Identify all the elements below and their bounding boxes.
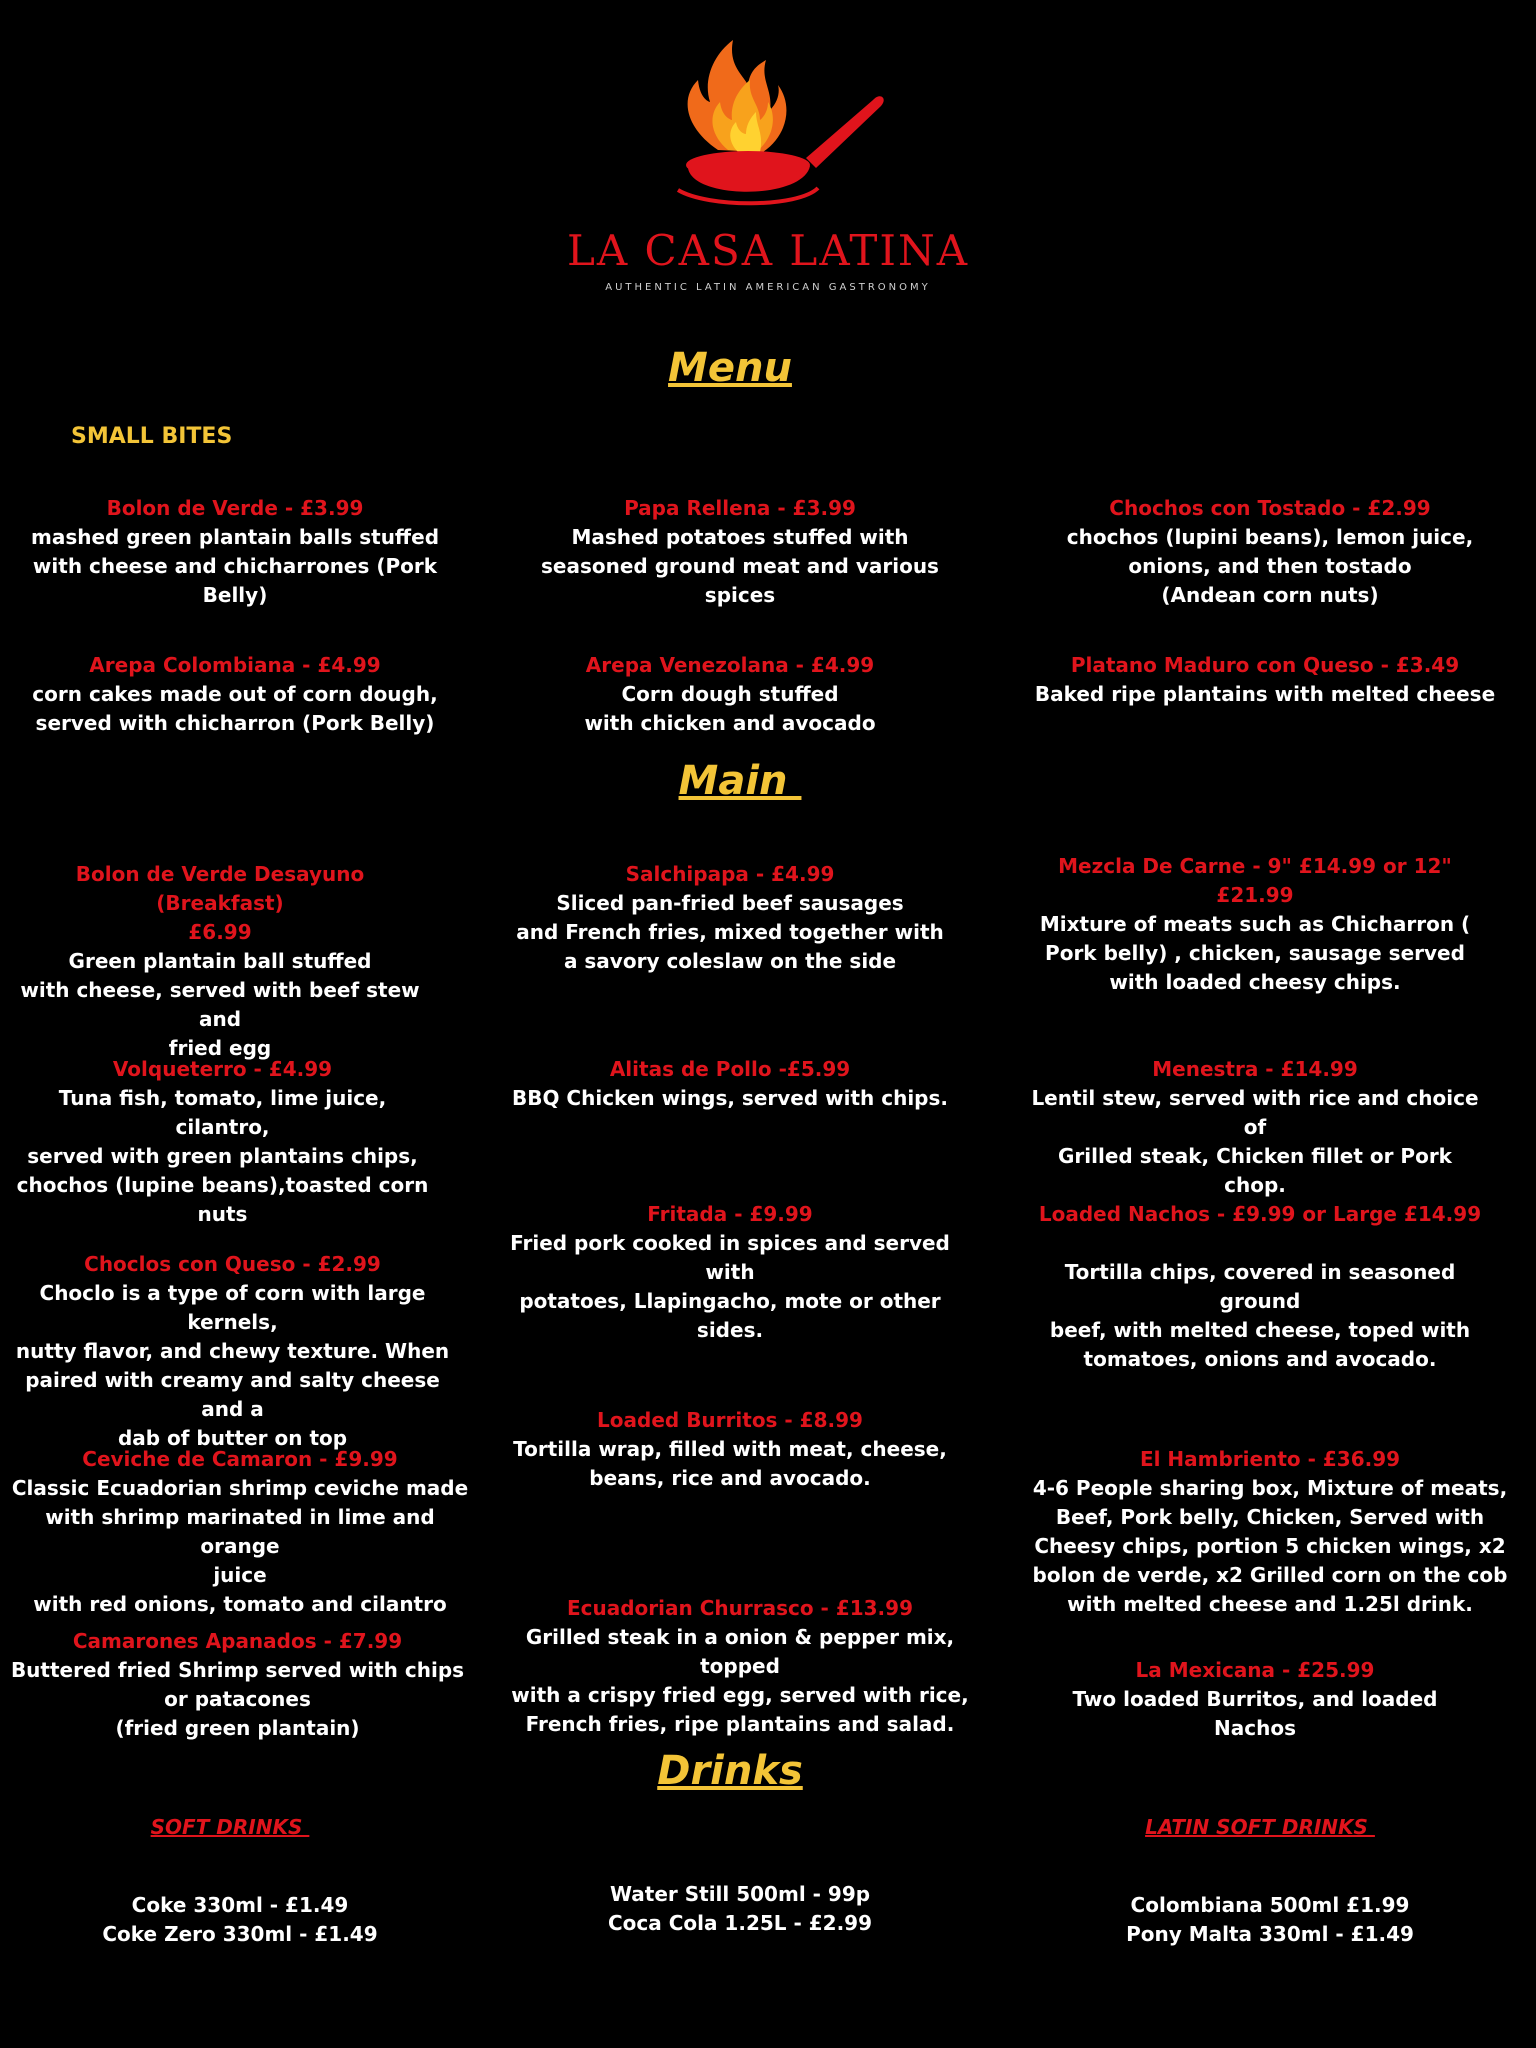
flaming-pan-icon — [648, 30, 888, 210]
item-description: chochos (lupini beans), lemon juice, onions, and then tostado (Andean corn nuts) — [1066, 525, 1474, 607]
item-description: Sliced pan-fried beef sausages and French fries, mixed together with a savory coleslaw on the side — [516, 891, 944, 973]
brand-name: LA CASA LATINA — [566, 226, 970, 275]
brand-tagline: AUTHENTIC LATIN AMERICAN GASTRONOMY — [605, 282, 931, 293]
item-description: Baked ripe plantains with melted cheese — [1034, 682, 1496, 706]
menu-item — [1040, 494, 1500, 610]
item-description: Grilled steak in a onion & pepper mix, topped with a crispy fried egg, served with rice, French fries, ripe plantains and salad. — [511, 1625, 969, 1736]
item-name: Bolon de Verde - £3.99 — [106, 496, 364, 520]
item-description: Tuna fish, tomato, lime juice, cilantro, served with green plantains chips, chochos (lupine beans),toasted corn nuts — [16, 1086, 429, 1226]
menu-title: Menu — [668, 345, 792, 391]
item-description: Classic Ecuadorian shrimp ceviche made with shrimp marinated in lime and orange juice with red onions, tomato and cilantro — [11, 1476, 469, 1616]
main-title: Main — [678, 758, 802, 804]
item-name: Volqueterro - £4.99 — [112, 1057, 333, 1081]
menu-item — [495, 1200, 965, 1345]
menu-item — [10, 1445, 470, 1619]
item-name: Menestra - £14.99 — [1152, 1057, 1358, 1081]
item-name: Platano Maduro con Queso - £3.49 — [1070, 653, 1460, 677]
menu-item — [495, 1594, 985, 1739]
item-name: Alitas de Pollo -£5.99 — [609, 1057, 851, 1081]
item-name: Chochos con Tostado - £2.99 — [1109, 496, 1431, 520]
item-description: Mashed potatoes stuffed with seasoned ground meat and various spices — [541, 525, 939, 607]
item-description: Corn dough stuffed with chicken and avocado — [584, 682, 876, 735]
item-name: Fritada - £9.99 — [647, 1202, 813, 1226]
soft-drinks-list — [60, 1891, 420, 1949]
item-description: BBQ Chicken wings, served with chips. — [511, 1086, 949, 1110]
menu-item — [510, 651, 950, 738]
item-name: Mezcla De Carne - 9" £14.99 or 12" £21.99 — [1058, 854, 1452, 907]
menu-item — [10, 1250, 455, 1453]
drink-item: Coke 330ml - £1.49 — [131, 1893, 349, 1917]
menu-item — [1030, 1200, 1490, 1374]
item-description: corn cakes made out of corn dough, served with chicharron (Pork Belly) — [32, 682, 438, 735]
latin-soft-drinks-list — [1090, 1891, 1450, 1949]
item-name: Bolon de Verde Desayuno (Breakfast) £6.99 — [75, 862, 365, 944]
drink-item: Water Still 500ml - 99p — [609, 1882, 871, 1906]
item-description: Tortilla wrap, filled with meat, cheese, beans, rice and avocado. — [513, 1437, 947, 1490]
drink-item: Coke Zero 330ml - £1.49 — [102, 1922, 378, 1946]
item-description: Choclo is a type of corn with large kernels, nutty flavor, and chewy texture. When paired with creamy and salty cheese and a dab of butter on top — [15, 1281, 450, 1450]
menu-item — [1035, 852, 1475, 997]
drink-item: Pony Malta 330ml - £1.49 — [1126, 1922, 1414, 1946]
small-bites-heading: SMALL BITES — [71, 424, 233, 449]
latin-soft-drinks-heading: LATIN SOFT DRINKS — [1145, 1815, 1375, 1839]
menu-item — [10, 1055, 435, 1229]
item-name: Arepa Colombiana - £4.99 — [89, 653, 381, 677]
item-name: Camarones Apanados - £7.99 — [72, 1629, 403, 1653]
item-description: mashed green plantain balls stuffed with cheese and chicharrones (Pork Belly) — [30, 525, 440, 607]
item-name: Ceviche de Camaron - £9.99 — [82, 1447, 398, 1471]
item-name: Loaded Burritos - £8.99 — [597, 1408, 863, 1432]
item-description: Tortilla chips, covered in seasoned ground beef, with melted cheese, toped with tomatoes, onions and avocado. — [1049, 1260, 1471, 1371]
item-name: Choclos con Queso - £2.99 — [84, 1252, 381, 1276]
item-description: Buttered fried Shrimp served with chips or patacones (fried green plantain) — [10, 1658, 465, 1740]
menu-item — [10, 860, 430, 1063]
menu-item — [10, 1627, 465, 1743]
other-drinks-list — [560, 1880, 920, 1938]
menu-item — [1030, 1656, 1480, 1743]
drink-item: Colombiana 500ml £1.99 — [1130, 1893, 1410, 1917]
logo — [0, 20, 1536, 293]
menu-item — [505, 1406, 955, 1493]
menu-item — [1030, 651, 1500, 709]
menu-item — [505, 1055, 955, 1113]
item-description: Two loaded Burritos, and loaded Nachos — [1072, 1687, 1438, 1740]
menu-item — [1030, 1055, 1480, 1200]
menu-item — [520, 494, 960, 610]
drinks-title: Drinks — [657, 1748, 803, 1794]
menu-item — [10, 494, 460, 610]
drink-item: Coca Cola 1.25L - £2.99 — [607, 1911, 873, 1935]
item-description: Lentil stew, served with rice and choice of Grilled steak, Chicken fillet or Pork chop. — [1031, 1086, 1479, 1197]
menu-item — [10, 651, 460, 738]
item-name: Arepa Venezolana - £4.99 — [585, 653, 875, 677]
menu-item — [1030, 1445, 1510, 1619]
item-description: 4-6 People sharing box, Mixture of meats, Beef, Pork belly, Chicken, Served with Cheesy chips, portion 5 chicken wings, x2 bolon de verde, x2 Grilled corn on the cob with melted cheese and 1.25l drink. — [1032, 1476, 1508, 1616]
soft-drinks-heading: SOFT DRINKS — [150, 1815, 310, 1839]
item-description: Fried pork cooked in spices and served with potatoes, Llapingacho, mote or other sides. — [510, 1231, 950, 1342]
menu-item — [505, 860, 955, 976]
item-name: Ecuadorian Churrasco - £13.99 — [566, 1596, 913, 1620]
item-name: Papa Rellena - £3.99 — [624, 496, 856, 520]
item-name: Salchipapa - £4.99 — [625, 862, 835, 886]
item-name: Loaded Nachos - £9.99 or Large £14.99 — [1038, 1202, 1482, 1226]
item-description: Green plantain ball stuffed with cheese, served with beef stew and fried egg — [20, 949, 420, 1060]
item-name: El Hambriento - £36.99 — [1139, 1447, 1401, 1471]
item-description: Mixture of meats such as Chicharron ( Pork belly) , chicken, sausage served with loaded cheesy chips. — [1039, 912, 1471, 994]
item-name: La Mexicana - £25.99 — [1135, 1658, 1375, 1682]
